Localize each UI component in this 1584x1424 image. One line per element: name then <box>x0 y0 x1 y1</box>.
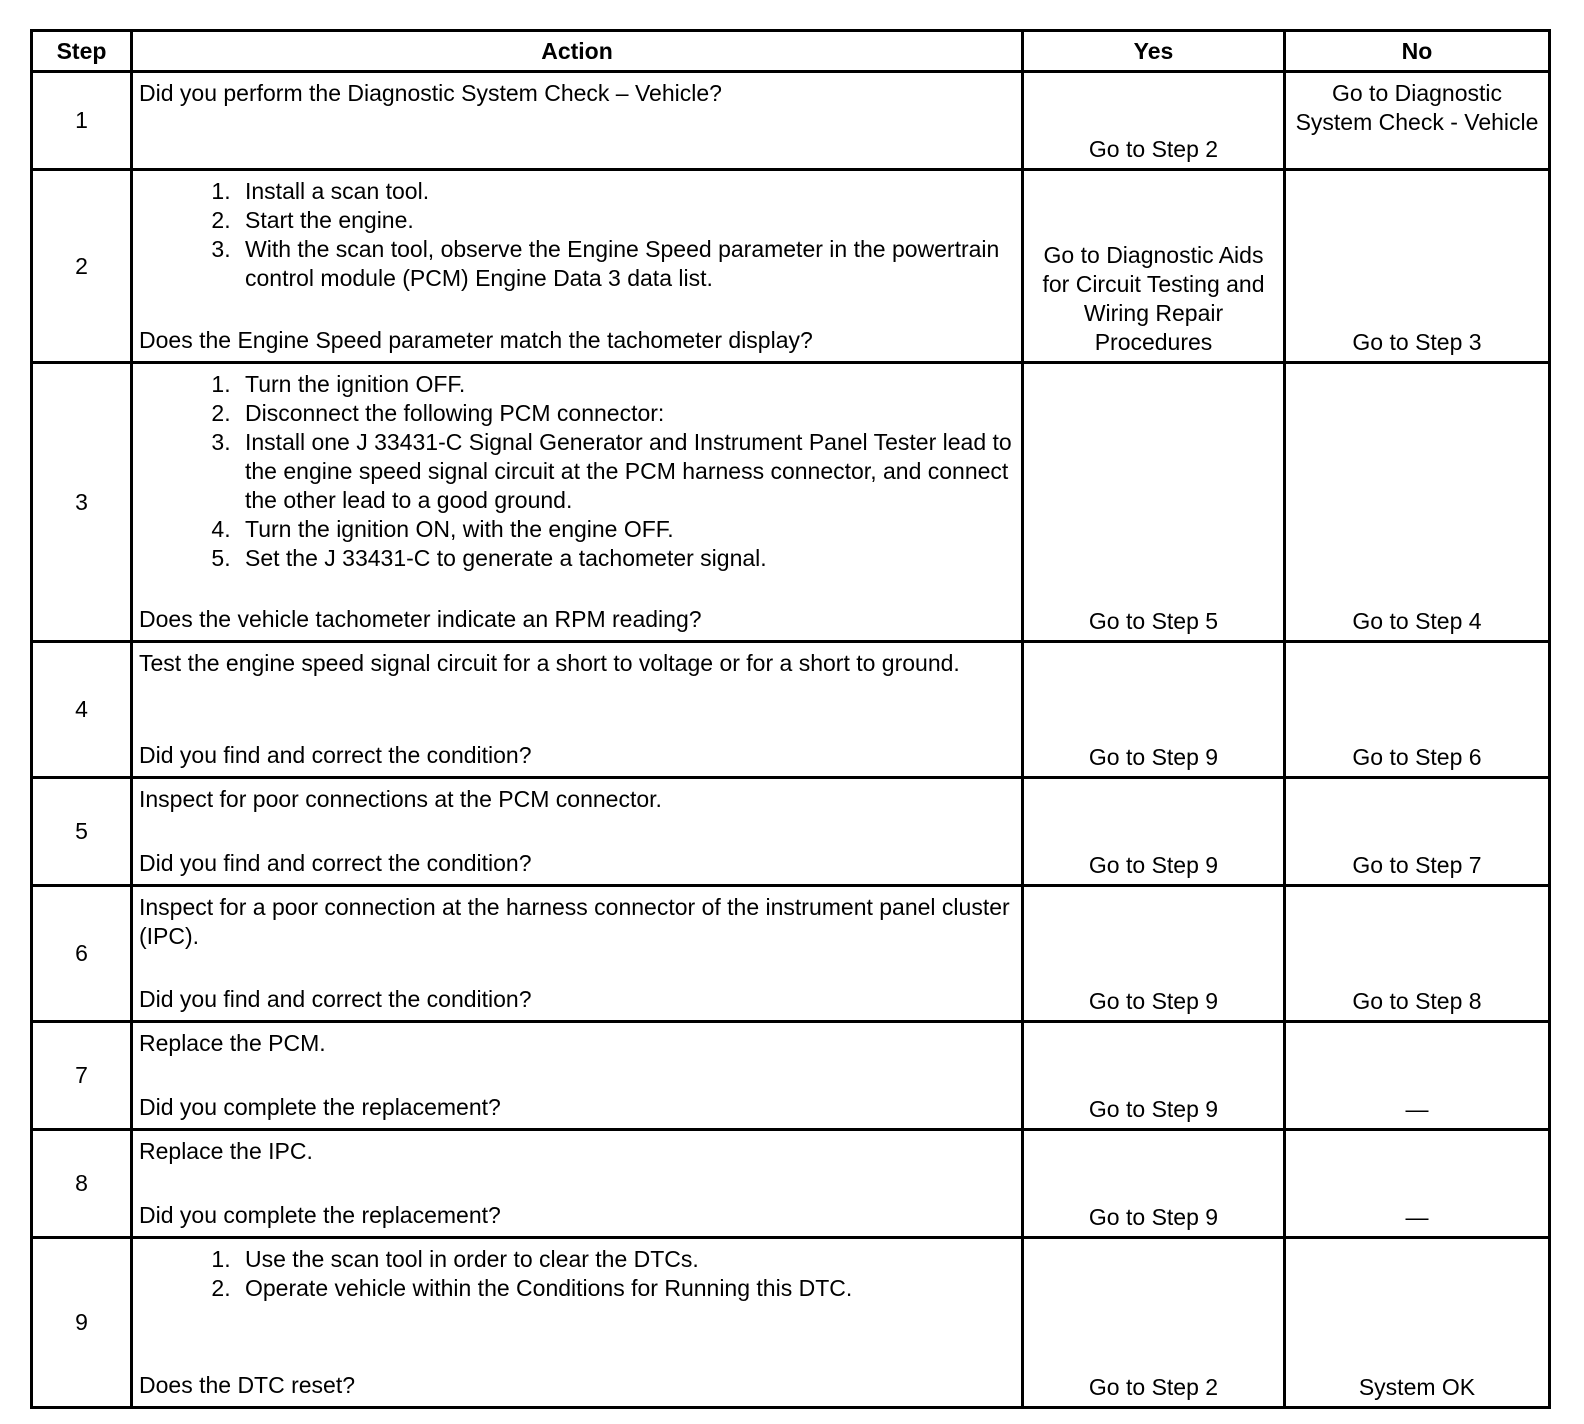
yes-outcome: Go to Step 9 <box>1024 887 1286 1020</box>
action-question: Does the DTC reset? <box>139 1372 356 1398</box>
action-question: Does the Engine Speed parameter match the tachometer display? <box>139 327 813 353</box>
diagnostic-table <box>30 29 1551 1409</box>
table-row <box>33 779 1548 887</box>
no-outcome: — <box>1405 1096 1429 1122</box>
table-row <box>33 1239 1548 1406</box>
action-question: Did you find and correct the condition? <box>139 742 532 768</box>
step-number: 2 <box>33 171 133 361</box>
no-outcome: Go to Step 6 <box>1352 744 1482 770</box>
no-outcome: Go to Step 4 <box>1352 608 1482 634</box>
yes-outcome: Go to Step 9 <box>1024 1023 1286 1128</box>
yes-outcome: Go to Step 5 <box>1024 364 1286 640</box>
action-question: Did you find and correct the condition? <box>139 986 532 1012</box>
action-step-item: 1. Use the scan tool in order to clear the DTCs. <box>237 1245 1015 1274</box>
no-outcome: Go to Diagnostic System Check - Vehicle <box>1295 80 1539 135</box>
action-instruction: Test the engine speed signal circuit for a short to voltage or for a short to ground. <box>139 650 960 676</box>
yes-outcome: Go to Diagnostic Aids for Circuit Testing and Wiring Repair Procedures <box>1024 171 1286 361</box>
action-cell <box>133 1131 1024 1236</box>
action-step-item: 3. Install one J 33431-C Signal Generator and Instrument Panel Tester lead to the engine speed signal circuit at the PCM harness connector, and connect the other lead to a good ground. <box>237 428 1015 515</box>
yes-outcome: Go to Step 9 <box>1024 643 1286 776</box>
action-step-item: 2. Start the engine. <box>237 206 1015 235</box>
action-cell <box>133 364 1024 640</box>
no-outcome: Go to Step 3 <box>1352 329 1482 355</box>
table-row <box>33 1131 1548 1239</box>
action-steps-list <box>139 370 1015 573</box>
no-outcome: System OK <box>1358 1374 1476 1400</box>
step-number: 7 <box>33 1023 133 1128</box>
action-step-item: 4. Turn the ignition ON, with the engine OFF. <box>237 515 1015 544</box>
header-yes: Yes <box>1024 32 1286 70</box>
yes-outcome: Go to Step 2 <box>1024 73 1286 168</box>
header-no: No <box>1401 37 1433 64</box>
table-header <box>33 32 1548 73</box>
action-step-item: 1. Turn the ignition OFF. <box>237 370 1015 399</box>
action-instruction: Replace the IPC. <box>139 1138 313 1164</box>
table-row <box>33 364 1548 643</box>
action-instruction: Did you perform the Diagnostic System Check – Vehicle? <box>139 80 722 106</box>
action-cell <box>133 643 1024 776</box>
step-number: 9 <box>33 1239 133 1406</box>
yes-outcome: Go to Step 2 <box>1024 1239 1286 1406</box>
action-instruction: Replace the PCM. <box>139 1030 326 1056</box>
action-question: Does the vehicle tachometer indicate an RPM reading? <box>139 606 702 632</box>
action-steps-list <box>139 177 1015 293</box>
no-outcome: — <box>1405 1204 1429 1230</box>
table-row <box>33 1023 1548 1131</box>
action-cell <box>133 1023 1024 1128</box>
yes-outcome: Go to Step 9 <box>1024 1131 1286 1236</box>
action-question: Did you complete the replacement? <box>139 1094 501 1120</box>
action-question: Did you complete the replacement? <box>139 1202 501 1228</box>
no-outcome: Go to Step 8 <box>1352 988 1482 1014</box>
action-instruction: Inspect for a poor connection at the harness connector of the instrument panel cluster (IPC). <box>139 894 1010 949</box>
action-question: Did you find and correct the condition? <box>139 850 532 876</box>
action-cell <box>133 73 1024 168</box>
action-step-item: 3. With the scan tool, observe the Engine Speed parameter in the powertrain control module (PCM) Engine Data 3 data list. <box>237 235 1015 293</box>
table-row <box>33 171 1548 364</box>
header-step: Step <box>33 32 133 70</box>
action-step-item: 1. Install a scan tool. <box>237 177 1015 206</box>
step-number: 1 <box>33 73 133 168</box>
action-step-item: 5. Set the J 33431-C to generate a tachometer signal. <box>237 544 1015 573</box>
action-instruction: Inspect for poor connections at the PCM connector. <box>139 786 662 812</box>
header-action: Action <box>133 32 1024 70</box>
step-number: 4 <box>33 643 133 776</box>
step-number: 8 <box>33 1131 133 1236</box>
yes-outcome: Go to Step 9 <box>1024 779 1286 884</box>
step-number: 5 <box>33 779 133 884</box>
table-row <box>33 73 1548 171</box>
no-outcome: Go to Step 7 <box>1352 852 1482 878</box>
action-cell <box>133 779 1024 884</box>
action-steps-list <box>139 1245 1015 1303</box>
step-number: 3 <box>33 364 133 640</box>
table-row <box>33 887 1548 1023</box>
action-step-item: 2. Disconnect the following PCM connector: <box>237 399 1015 428</box>
step-number: 6 <box>33 887 133 1020</box>
action-step-item: 2. Operate vehicle within the Conditions for Running this DTC. <box>237 1274 1015 1303</box>
action-cell <box>133 887 1024 1020</box>
table-row <box>33 643 1548 779</box>
action-cell <box>133 171 1024 361</box>
action-cell <box>133 1239 1024 1406</box>
